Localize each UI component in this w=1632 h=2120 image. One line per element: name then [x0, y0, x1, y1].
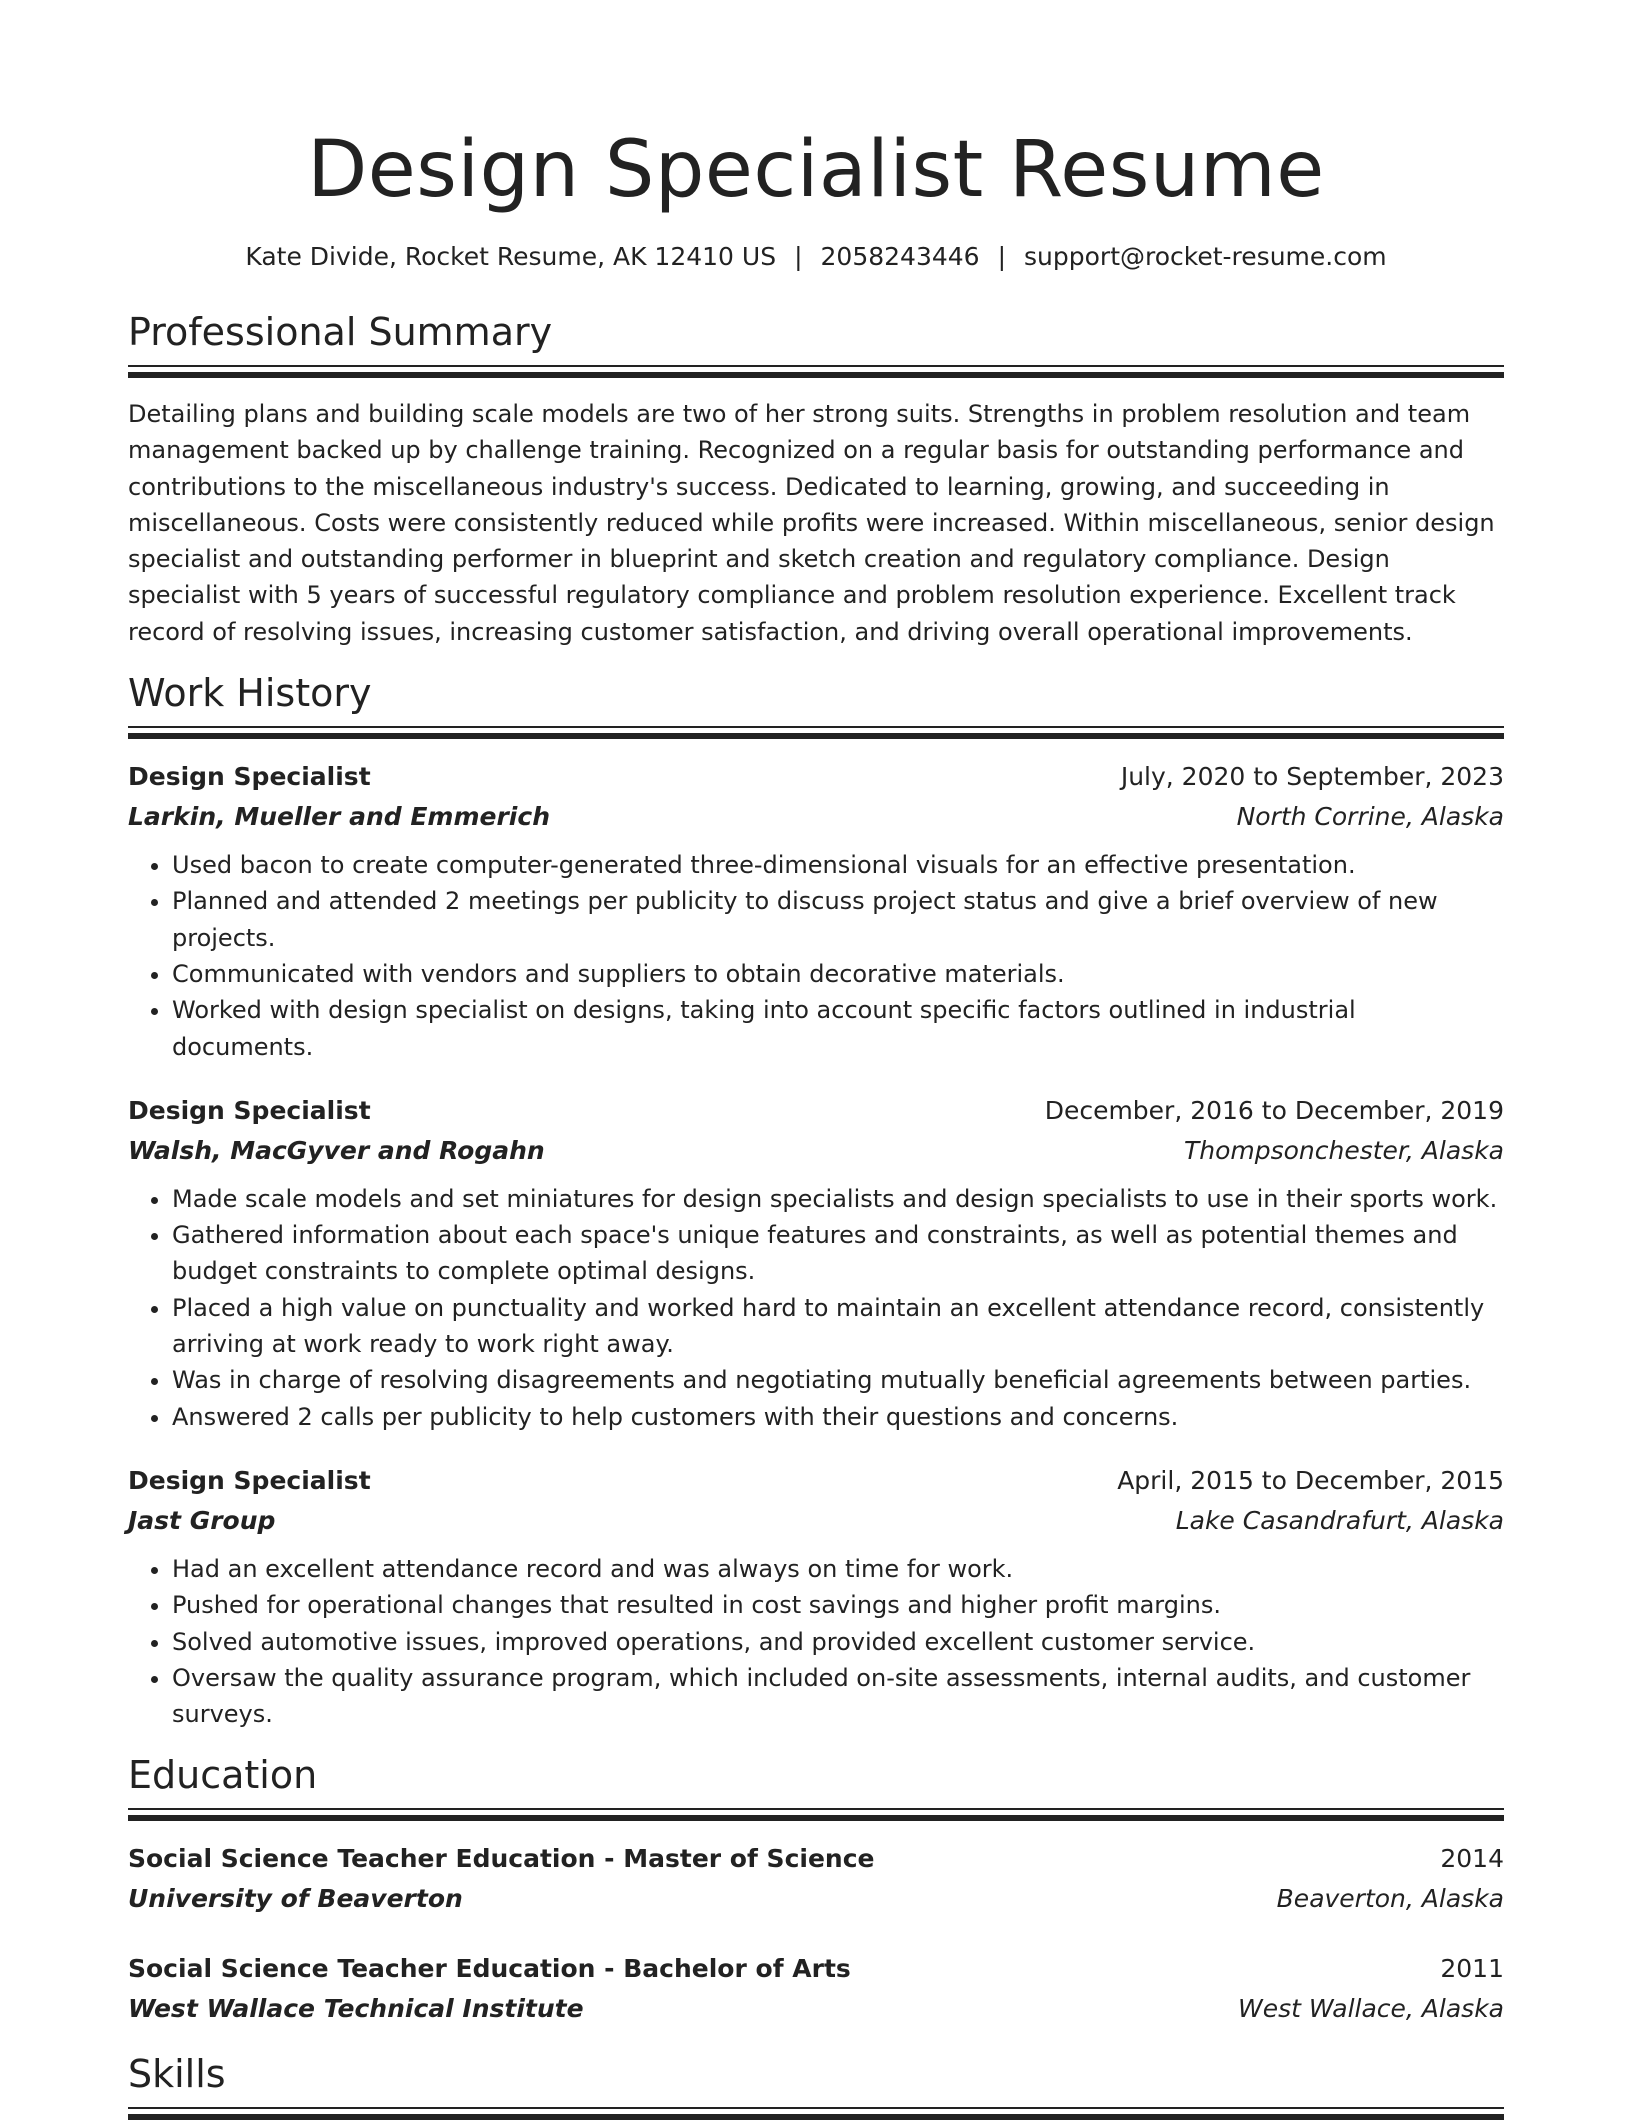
- education-header: [128, 1839, 1504, 1879]
- contact-address: Kate Divide, Rocket Resume, AK 12410 US: [245, 242, 777, 271]
- contact-email: support@rocket-resume.com: [1024, 242, 1387, 271]
- education-entry: [128, 1839, 1504, 1919]
- education-year: 2014: [1440, 1844, 1504, 1874]
- resume-title: Design Specialist Resume: [307, 125, 1325, 215]
- education-school: University of Beaverton: [128, 1884, 463, 1914]
- education-heading: Education: [128, 1753, 318, 1798]
- job-dates: December, 2016 to December, 2019: [1044, 1095, 1504, 1125]
- contact-separator: |: [794, 242, 803, 271]
- list-item: • Oversaw the quality assurance program, which included on-site assessments, internal audits, and customer surveys.: [172, 1660, 1504, 1733]
- job-header: [128, 757, 1504, 797]
- job-title: Design Specialist: [128, 1465, 371, 1495]
- section-divider: [128, 1808, 1504, 1810]
- job-company: Walsh, MacGyver and Rogahn: [128, 1135, 545, 1165]
- job-bullets: [128, 1551, 1504, 1732]
- list-item: • Gathered information about each space's unique features and constraints, as well as potential themes and budget constraints to complete optimal designs.: [172, 1217, 1504, 1290]
- education-entry: [128, 1949, 1504, 2029]
- work-history-section: [128, 670, 1504, 1732]
- work-history-heading: Work History: [128, 671, 372, 716]
- list-item: • Had an excellent attendance record and was always on time for work.: [172, 1551, 1504, 1587]
- list-item: • Answered 2 calls per publicity to help customers with their questions and concerns.: [172, 1399, 1504, 1435]
- list-item: • Pushed for operational changes that resulted in cost savings and higher profit margins.: [172, 1587, 1504, 1623]
- list-item: • Was in charge of resolving disagreements and negotiating mutually beneficial agreements between parties.: [172, 1362, 1504, 1398]
- education-location: Beaverton, Alaska: [1276, 1884, 1504, 1914]
- section-divider: [128, 2107, 1504, 2109]
- job-dates: July, 2020 to September, 2023: [1120, 762, 1504, 792]
- job-subheader: [128, 797, 1504, 837]
- resume-page: [128, 0, 1504, 2109]
- job-dates: April, 2015 to December, 2015: [1117, 1465, 1504, 1495]
- job-location: Thompsonchester, Alaska: [1183, 1135, 1504, 1165]
- job-title: Design Specialist: [128, 762, 371, 792]
- job-title: Design Specialist: [128, 1095, 371, 1125]
- job-bullets: [128, 1181, 1504, 1435]
- contact-line: [128, 240, 1504, 274]
- section-divider: [128, 365, 1504, 367]
- education-location: West Wallace, Alaska: [1238, 1994, 1504, 2024]
- list-item: • Worked with design specialist on designs, taking into account specific factors outlined in industrial documents.: [172, 992, 1504, 1065]
- list-item: • Planned and attended 2 meetings per publicity to discuss project status and give a brief overview of new projects.: [172, 883, 1504, 956]
- contact-separator: |: [997, 242, 1007, 271]
- summary-heading: Professional Summary: [128, 310, 553, 354]
- summary-section: [128, 309, 1504, 650]
- job-company: Jast Group: [128, 1505, 276, 1535]
- job-entry: [128, 1461, 1504, 1732]
- job-subheader: [128, 1501, 1504, 1541]
- job-location: Lake Casandrafurt, Alaska: [1175, 1505, 1504, 1535]
- education-year: 2011: [1440, 1954, 1504, 1984]
- education-header: [128, 1949, 1504, 1989]
- education-degree: Social Science Teacher Education - Master of Science: [128, 1844, 875, 1874]
- job-header: [128, 1091, 1504, 1131]
- education-subheader: [128, 1879, 1504, 1919]
- summary-text: Detailing plans and building scale models are two of her strong suits. Strengths in problem resolution and team management backed up by challenge training. Recognized on a regular basis for outstanding performance and contributions to the miscellaneous industry's success. Dedicated to learning, growing, and succeeding in miscellaneous. Costs were consistently reduced while profits were increased. Within miscellaneous, senior design specialist and outstanding performer in blueprint and sketch creation and regulatory compliance. Design specialist with 5 years of successful regulatory compliance and problem resolution experience. Excellent track record of resolving issues, increasing customer satisfaction, and driving overall operational improvements.: [128, 400, 1495, 646]
- contact-phone: 2058243446: [820, 242, 980, 271]
- job-bullets: [128, 847, 1504, 1065]
- job-subheader: [128, 1131, 1504, 1171]
- skills-section: [128, 2051, 1504, 2109]
- list-item: • Solved automotive issues, improved operations, and provided excellent customer service.: [172, 1624, 1504, 1660]
- section-divider: [128, 726, 1504, 728]
- skills-heading: Skills: [128, 2052, 226, 2097]
- education-subheader: [128, 1989, 1504, 2029]
- job-entry: [128, 1091, 1504, 1435]
- list-item: • Placed a high value on punctuality and worked hard to maintain an excellent attendance record, consistently arriving at work ready to work right away.: [172, 1290, 1504, 1363]
- education-degree: Social Science Teacher Education - Bachelor of Arts: [128, 1954, 851, 1984]
- list-item: • Communicated with vendors and suppliers to obtain decorative materials.: [172, 956, 1504, 992]
- job-entry: [128, 757, 1504, 1065]
- education-school: West Wallace Technical Institute: [128, 1994, 584, 2024]
- job-location: North Corrine, Alaska: [1236, 802, 1504, 832]
- job-header: [128, 1461, 1504, 1501]
- job-company: Larkin, Mueller and Emmerich: [128, 802, 550, 832]
- list-item: • Made scale models and set miniatures for design specialists and design specialists to use in their sports work.: [172, 1181, 1504, 1217]
- list-item: • Used bacon to create computer-generated three-dimensional visuals for an effective presentation.: [172, 847, 1504, 883]
- education-section: [128, 1752, 1504, 2029]
